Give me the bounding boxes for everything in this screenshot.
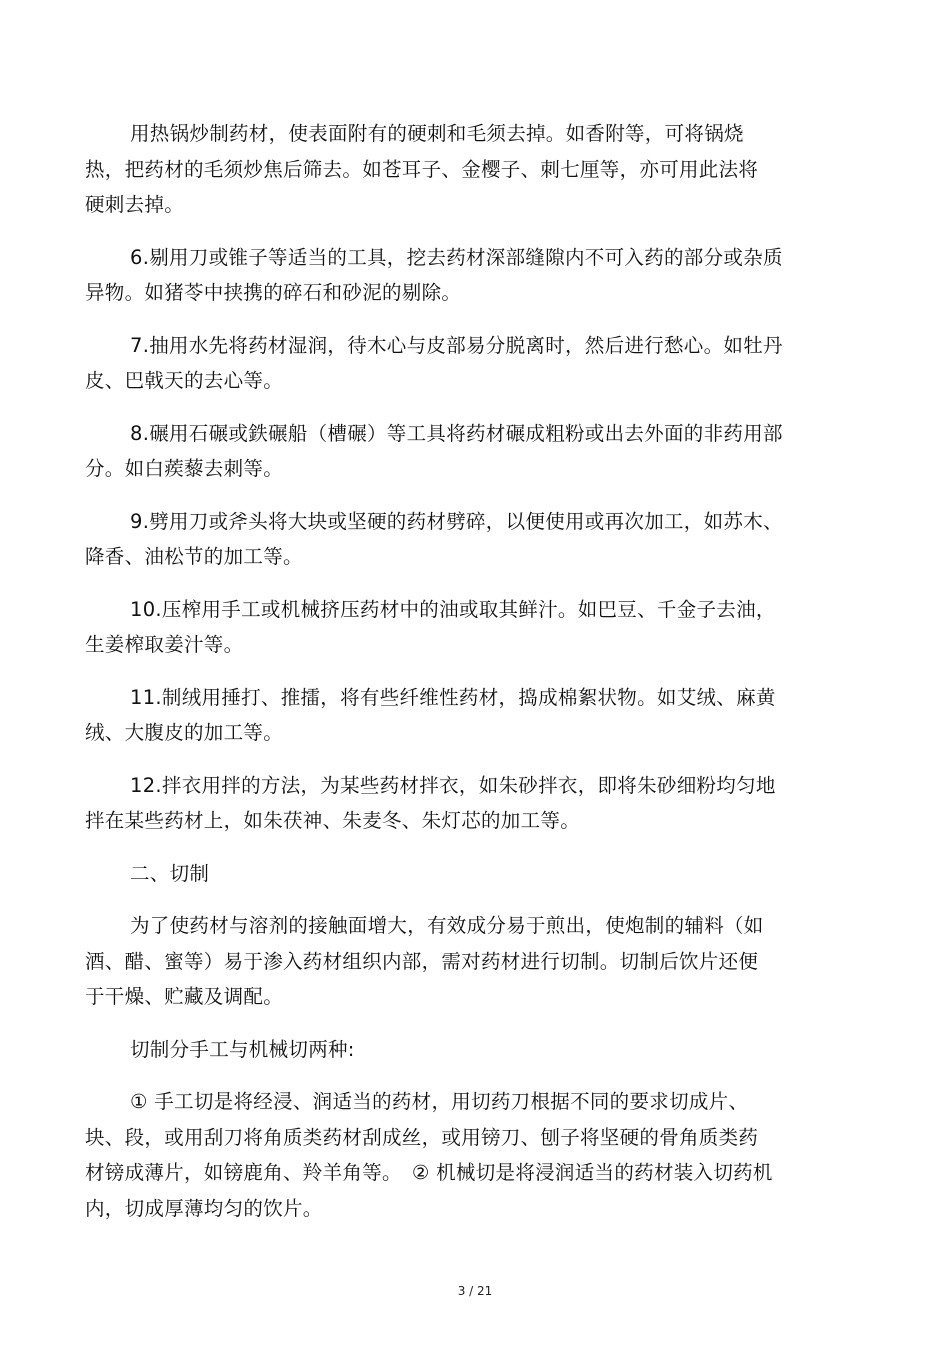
text-line: 生姜榨取姜汁等。 bbox=[85, 633, 244, 656]
text-line: 为了使药材与溶剂的接触面增大，有效成分易于煎出，使炮制的辅料（如 bbox=[130, 914, 764, 937]
paragraph-item-7 bbox=[85, 328, 845, 399]
text-line: 绒、大腹皮的加工等。 bbox=[85, 721, 284, 744]
document-body bbox=[85, 116, 845, 1243]
section-heading-cutting bbox=[85, 856, 845, 892]
paragraph-cutting-types bbox=[85, 1032, 845, 1068]
text-line: 9.劈用刀或斧头将大块或坚硬的药材劈碎，以便使用或再次加工，如苏木、 bbox=[130, 509, 783, 533]
paragraph-cutting-methods bbox=[85, 1084, 845, 1226]
text-line: 硬刺去掉。 bbox=[85, 193, 185, 216]
text-line: 11.制绒用捶打、推擂，将有些纤维性药材，捣成棉絮状物。如艾绒、麻黄 bbox=[130, 685, 776, 709]
paragraph-item-6 bbox=[85, 240, 845, 311]
paragraph-item-10 bbox=[85, 592, 845, 663]
text-line: ① 手工切是将经浸、润适当的药材，用切药刀根据不同的要求切成片、 bbox=[130, 1090, 749, 1113]
text-line: 酒、醋、蜜等）易于渗入药材组织内部，需对药材进行切制。切制后饮片还便 bbox=[85, 949, 759, 973]
text-line: 皮、巴戟天的去心等。 bbox=[85, 369, 284, 392]
paragraph-item-8 bbox=[85, 416, 845, 487]
section-heading-text: 二、切制 bbox=[130, 861, 210, 885]
text-line: 用热锅炒制药材，使表面附有的硬刺和毛须去掉。如香附等，可将锅烧 bbox=[130, 122, 744, 145]
text-line: 异物。如猪苓中挟携的碎石和砂泥的剔除。 bbox=[85, 281, 462, 304]
text-line: 10.压榨用手工或机械挤压药材中的油或取其鲜汁。如巴豆、千金子去油， bbox=[130, 597, 776, 621]
text-line: 热，把药材的毛须炒焦后筛去。如苍耳子、金樱子、刺七厘等，亦可用此法将 bbox=[85, 157, 759, 181]
text-line: 6.剔用刀或锥子等适当的工具，挖去药材深部缝隙内不可入药的部分或杂质 bbox=[130, 245, 783, 269]
text-line: 于干燥、贮藏及调配。 bbox=[85, 985, 284, 1008]
paragraph-cutting-purpose bbox=[85, 908, 845, 1015]
paragraph-item-9 bbox=[85, 504, 845, 575]
text-line: 8.碾用石碾或鉄碾船（槽碾）等工具将药材碾成粗粉或出去外面的非药用部 bbox=[130, 421, 783, 445]
text-line: 内，切成厚薄均匀的饮片。 bbox=[85, 1196, 323, 1220]
text-line: 7.抽用水先将药材湿润，待木心与皮部易分脱离时，然后进行愁心。如牡丹 bbox=[130, 333, 783, 357]
text-line: 块、段，或用刮刀将角质类药材刮成丝，或用镑刀、刨子将坚硬的骨角质类药 bbox=[85, 1125, 759, 1149]
text-line: 12.拌衣用拌的方法，为某些药材拌衣，如朱砂拌衣，即将朱砂细粉均匀地 bbox=[130, 773, 776, 797]
page-number: 3 / 21 bbox=[457, 1284, 493, 1298]
text-line: 降香、油松节的加工等。 bbox=[85, 545, 303, 568]
paragraph-stir-fry bbox=[85, 116, 845, 223]
paragraph-item-11 bbox=[85, 680, 845, 751]
text-line: 拌在某些药材上，如朱茯神、朱麦冬、朱灯芯的加工等。 bbox=[85, 809, 581, 832]
text-line: 分。如白蒺藜去刺等。 bbox=[85, 457, 284, 480]
paragraph-item-12 bbox=[85, 768, 845, 839]
text-line: 切制分手工与机械切两种: bbox=[130, 1037, 355, 1061]
text-line: 材镑成薄片，如镑鹿角、羚羊角等。 ② 机械切是将浸润适当的药材装入切药机 bbox=[85, 1161, 773, 1184]
